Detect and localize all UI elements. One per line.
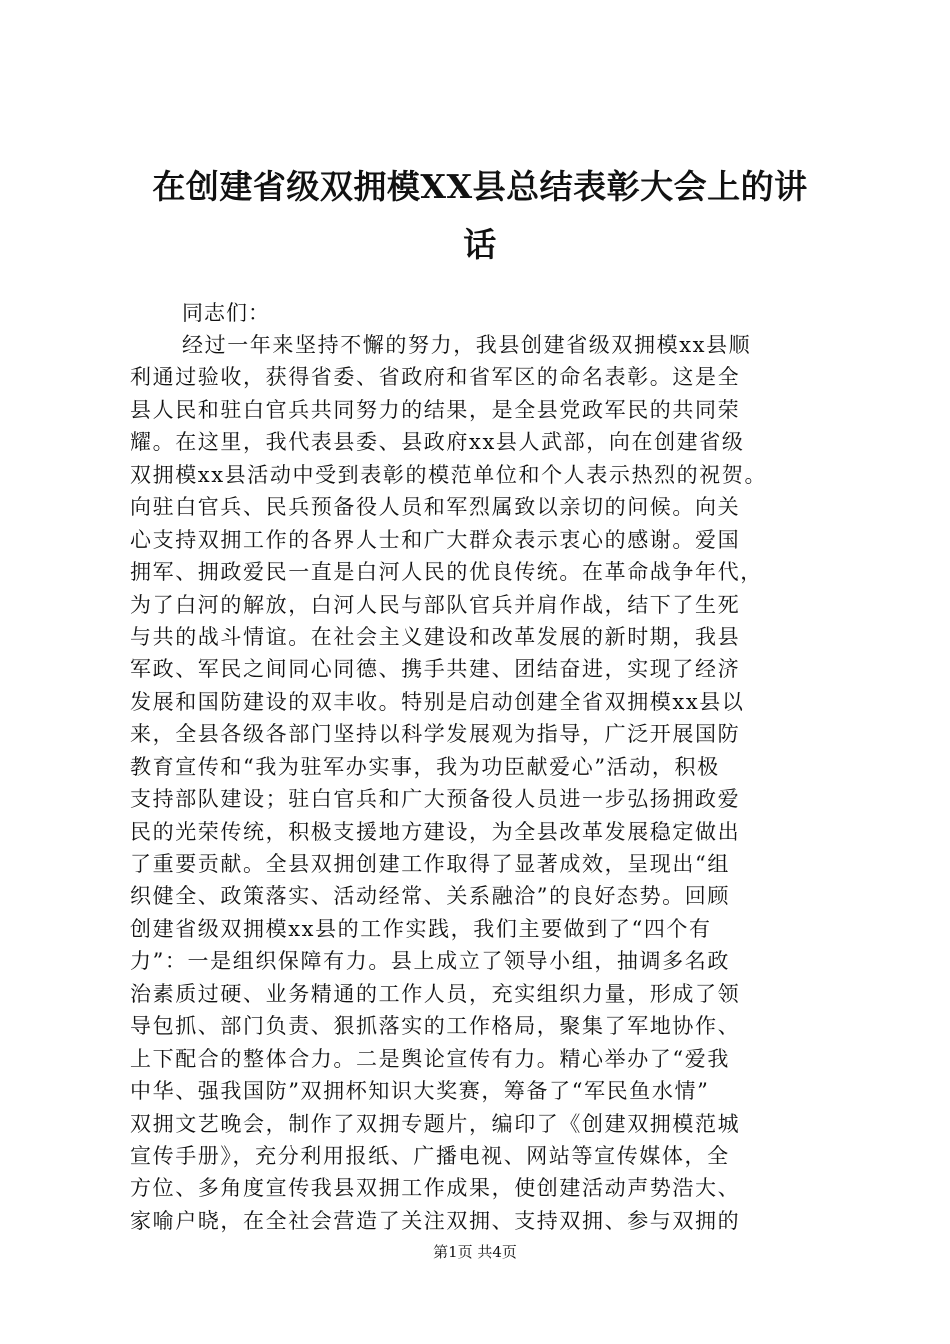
text-line: 中华、强我国防”双拥杯知识大奖赛，筹备了“军民鱼水情” xyxy=(130,1079,710,1104)
text-line: 耀。在这里，我代表县委、县政府xx县人武部，向在创建省级 xyxy=(130,430,745,455)
text-line: 为了白河的解放，白河人民与部队官兵并肩作战，结下了生死 xyxy=(130,592,741,617)
text-line: 利通过验收，获得省委、省政府和省军区的命名表彰。这是全 xyxy=(130,365,741,390)
text-line: 向驻白官兵、民兵预备役人员和军烈属致以亲切的问候。向关 xyxy=(130,495,741,520)
page-footer: 第1页 共4页 xyxy=(433,1243,517,1261)
text-line: 经过一年来坚持不懈的努力，我县创建省级双拥模xx县顺 xyxy=(182,333,752,357)
salutation: 同志们： xyxy=(182,301,270,325)
body-paragraph xyxy=(130,329,830,1237)
text-line: 来，全县各级各部门坚持以科学发展观为指导，广泛开展国防 xyxy=(130,722,741,747)
text-line: 支持部队建设；驻白官兵和广大预备役人员进一步弘扬拥政爱 xyxy=(130,787,741,812)
text-line: 与共的战斗情谊。在社会主义建设和改革发展的新时期，我县 xyxy=(130,624,741,649)
text-line: 宣传手册》，充分利用报纸、广播电视、网站等宣传媒体，全 xyxy=(130,1143,730,1168)
text-line: 了重要贡献。全县双拥创建工作取得了显著成效，呈现出“组 xyxy=(130,852,730,876)
title-line-1: 在创建省级双拥模XX县总结表彰大会上的讲 xyxy=(152,167,808,206)
text-line: 力”：一是组织保障有力。县上成立了领导小组，抽调多名政 xyxy=(130,949,730,974)
text-line: 心支持双拥工作的各界人士和广大群众表示衷心的感谢。爱国 xyxy=(130,527,741,552)
text-line: 方位、多角度宣传我县双拥工作成果，使创建活动声势浩大、 xyxy=(130,1176,741,1201)
text-line: 上下配合的整体合力。二是舆论宣传有力。精心举办了“爱我 xyxy=(130,1046,730,1071)
text-line: 家喻户晓，在全社会营造了关注双拥、支持双拥、参与双拥的 xyxy=(130,1208,741,1233)
text-line: 双拥文艺晚会，制作了双拥专题片，编印了《创建双拥模范城 xyxy=(130,1111,741,1136)
text-line: 民的光荣传统，积极支援地方建设，为全县改革发展稳定做出 xyxy=(130,819,741,844)
text-line: 教育宣传和“我为驻军办实事，我为功臣献爱心”活动，积极 xyxy=(130,754,720,779)
text-line: 织健全、政策落实、活动经常、关系融洽”的良好态势。回顾 xyxy=(130,884,730,909)
text-line: 拥军、拥政爱民一直是白河人民的优良传统。在革命战争年代， xyxy=(130,560,763,585)
text-line: 导包抓、部门负责、狠抓落实的工作格局，聚集了军地协作、 xyxy=(130,1014,741,1039)
text-line: 发展和国防建设的双丰收。特别是启动创建全省双拥模xx县以 xyxy=(130,689,745,714)
text-line: 创建省级双拥模xx县的工作实践，我们主要做到了“四个有 xyxy=(130,916,712,941)
text-line: 军政、军民之间同心同德、携手共建、团结奋进，实现了经济 xyxy=(130,657,741,682)
document-title xyxy=(130,158,830,274)
text-line: 治素质过硬、业务精通的工作人员，充实组织力量，形成了领 xyxy=(130,981,741,1006)
text-line: 双拥模xx县活动中受到表彰的模范单位和个人表示热烈的祝贺。 xyxy=(130,462,768,487)
text-line: 县人民和驻白官兵共同努力的结果，是全县党政军民的共同荣 xyxy=(130,397,741,422)
title-line-2: 话 xyxy=(463,225,497,264)
